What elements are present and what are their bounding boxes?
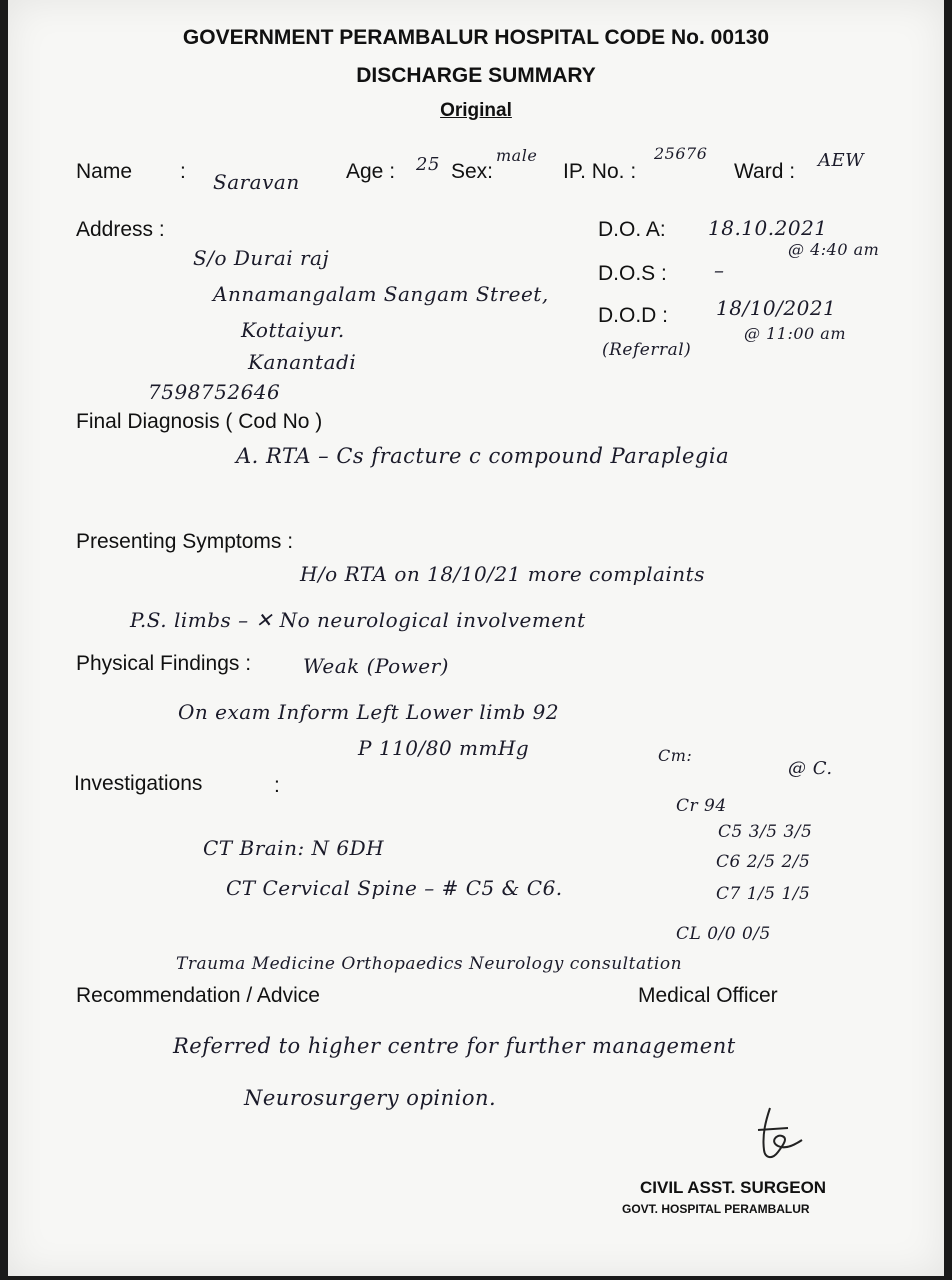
doa-label: D.O. A: [598,218,666,241]
presenting-symptoms-label: Presenting Symptoms : [76,530,294,553]
inv-table-row-2: C5 3/5 3/5 [718,822,813,842]
address-line-4: Kanantadi [248,350,357,374]
copy-label: Original [440,100,512,121]
inv-table-row-4: C7 1/5 1/5 [716,884,811,904]
name-label: Name [76,160,133,183]
patient-age: 25 [416,154,440,175]
final-diagnosis-label: Final Diagnosis ( Cod No ) [76,410,323,433]
ip-no-label: IP. No. : [563,160,637,183]
doa-value: 18.10.2021 [708,216,828,240]
document-type: DISCHARGE SUMMARY [356,64,596,87]
symptoms-line-1: H/o RTA on 18/10/21 more complaints [300,562,705,586]
consultation-note: Trauma Medicine Orthopaedics Neurology consultation [176,954,683,974]
phone-number: 7598752646 [148,380,281,404]
inv-table-row-3: C6 2/5 2/5 [716,852,811,872]
signature-mark [748,1100,808,1170]
investigations-label: Investigations [74,772,203,795]
inv-table-row-5: CL 0/0 0/5 [676,924,771,944]
sex-label: Sex: [451,160,494,183]
physical-line-3: P 110/80 mmHg [358,736,530,760]
ward-label: Ward : [734,160,796,183]
dos-label: D.O.S : [598,262,667,285]
doa-time: @ 4:40 am [788,240,880,259]
diagnosis-text: A. RTA – Cs fracture c compound Paraplegia [236,444,730,468]
symptoms-line-2: P.S. limbs – ✕ No neurological involvement [130,608,586,632]
dos-value: – [714,258,725,282]
inv-table-head: Cm: [658,746,693,765]
patient-name: Saravan [213,170,300,194]
dod-value: 18/10/2021 [716,296,837,320]
recommendation-label: Recommendation / Advice [76,984,320,1007]
stamp-title: CIVIL ASST. SURGEON [640,1178,827,1197]
name-colon: : [180,160,186,183]
physical-findings-label: Physical Findings : [76,652,252,675]
ward-value: AEW [818,150,865,171]
inv-table-col-label: @ C. [788,758,833,779]
address-line-1: S/o Durai raj [193,246,330,270]
address-line-2: Annamangalam Sangam Street, [213,282,549,306]
patient-sex: male [496,146,538,165]
dod-note: (Referral) [602,340,692,360]
investigation-line-1: CT Brain: N 6DH [203,836,385,860]
dod-label: D.O.D : [598,304,669,327]
inv-table-row-1: Cr 94 [676,796,727,816]
discharge-summary-page [8,0,944,1276]
medical-officer-label: Medical Officer [638,984,778,1007]
advice-line-1: Referred to higher centre for further management [173,1034,736,1058]
investigations-colon: : [274,774,280,797]
advice-line-2: Neurosurgery opinion. [244,1086,497,1110]
stamp-hospital: GOVT. HOSPITAL PERAMBALUR [622,1202,810,1216]
investigation-line-2: CT Cervical Spine – # C5 & C6. [226,876,563,900]
address-label: Address : [76,218,165,241]
physical-line-2: On exam Inform Left Lower limb 92 [178,700,560,724]
ip-number: 25676 [654,144,708,163]
hospital-title: GOVERNMENT PERAMBALUR HOSPITAL CODE No. 00130 [182,26,770,49]
age-label: Age : [346,160,396,183]
dod-time: @ 11:00 am [744,324,846,343]
physical-line-1: Weak (Power) [303,654,449,678]
address-line-3: Kottaiyur. [241,318,345,342]
